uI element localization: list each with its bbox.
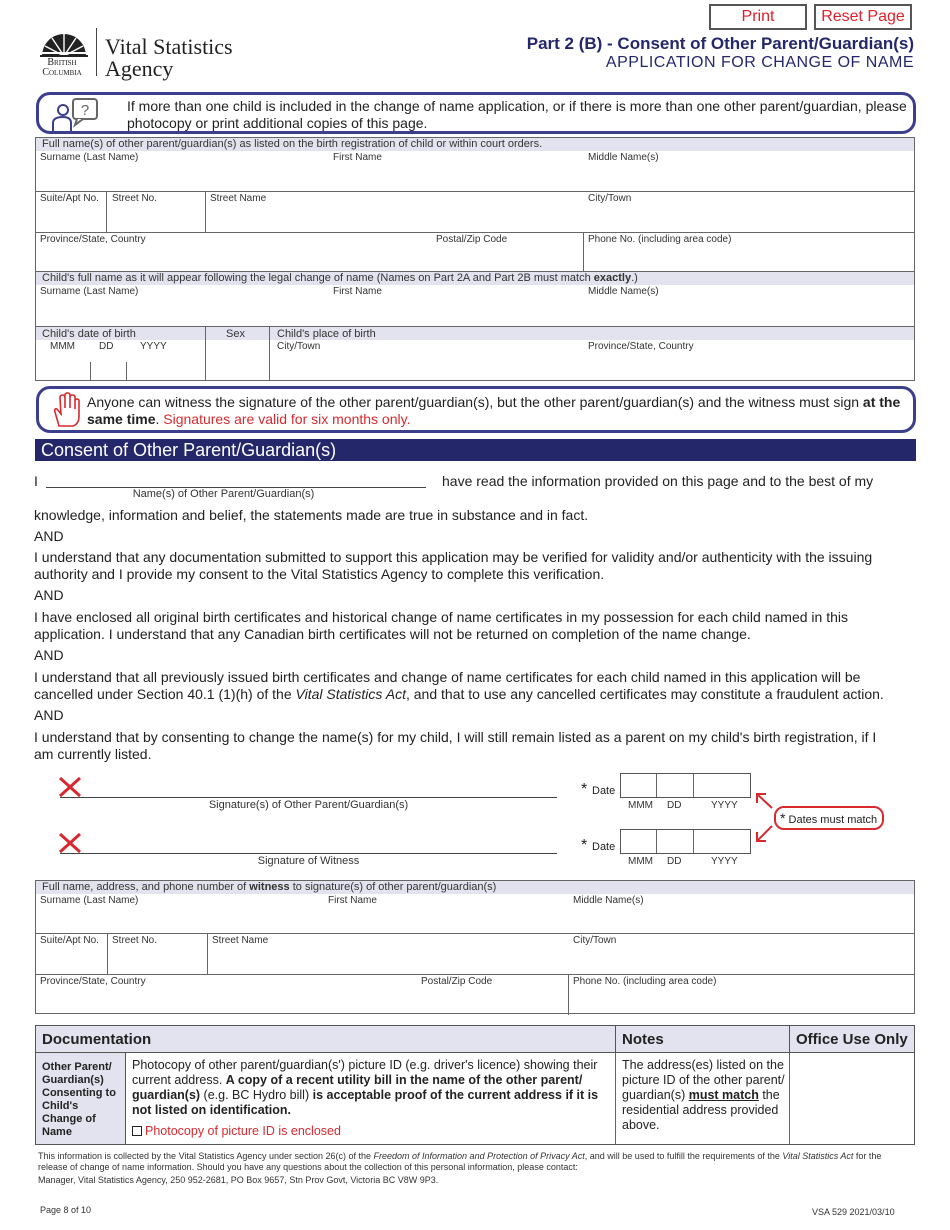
date2-star: *	[581, 837, 588, 854]
witness-suite-label: Suite/Apt No.	[40, 935, 99, 946]
child-dob-dd: DD	[99, 341, 114, 352]
office-use-cell	[790, 1054, 914, 1144]
contact-info: Manager, Vital Statistics Agency, 250 952-2681, PO Box 9657, Stn Prov Govt, Victoria BC V8W 9P3.	[38, 1175, 439, 1185]
witness-first-name-label: First Name	[328, 895, 377, 906]
page-number: Page 8 of 10	[40, 1205, 92, 1215]
witness-surname-label: Surname (Last Name)	[40, 895, 139, 906]
child-middle-name-label: Middle Name(s)	[588, 286, 659, 297]
notes-header: Notes	[615, 1026, 789, 1053]
child-city-label: City/Town	[277, 341, 321, 352]
child-dob-field[interactable]	[36, 354, 205, 380]
bc-logo	[38, 28, 90, 58]
documentation-header: Documentation	[36, 1026, 615, 1053]
child-sex-field[interactable]	[206, 342, 268, 380]
doc-row-label: Other Parent/ Guardian(s) Consenting to Child's Change of Name	[36, 1053, 126, 1144]
reset-page-button[interactable]: Reset Page	[814, 4, 912, 30]
sun-logo-icon	[38, 28, 90, 58]
picture-id-checkbox-row[interactable]: Photocopy of picture ID is enclosed	[132, 1124, 341, 1138]
witness-province-phone-fields[interactable]	[36, 989, 914, 1014]
consent-heading: Consent of Other Parent/Guardian(s)	[35, 439, 916, 461]
parent-section-band: Full name(s) of other parent/guardian(s) as listed on the birth registration of child or within court orders.	[36, 138, 914, 151]
date1-dd: DD	[667, 800, 682, 811]
doc-description: Photocopy of other parent/guardian(s') picture ID (e.g. driver's licence) showing their current address. A copy of a recent utility bill in the name of the other parent/ guardian(s) (e.g. BC Hydro bill) is acceptable proof of the current address if it is not listed on identification.	[132, 1058, 599, 1117]
parent-name-fields[interactable]	[36, 164, 914, 190]
date1-label: Date	[592, 785, 616, 797]
page-subtitle: APPLICATION FOR CHANGE OF NAME	[605, 54, 914, 71]
logo-province: British Columbia	[42, 57, 82, 78]
date2-yyyy: YYYY	[711, 856, 738, 867]
parent-signature-caption: Signature(s) of Other Parent/Guardian(s)	[208, 799, 409, 811]
witness-middle-name-label: Middle Name(s)	[573, 895, 644, 906]
witness-street-name-label: Street Name	[212, 935, 269, 946]
consent-p4: I understand that by consenting to change the name(s) for my child, I will still remain listed as a parent on my child's birth registration, if I am currently listed.	[34, 729, 877, 762]
date1-yyyy: YYYY	[711, 800, 738, 811]
witness-note-box	[36, 386, 916, 433]
parent-address-fields[interactable]	[36, 206, 914, 231]
child-dob-yyyy: YYYY	[140, 341, 167, 352]
documentation-table	[35, 1025, 915, 1145]
privacy-notice: This information is collected by the Vital Statistics Agency under section 26(c) of the Freedom of Information and Protection of Privacy Act, and will be used to fulfill the requirements of the Vital Statistics Act for the release of change of name information. Should you have any questions about the collection of this personal information, please contact:	[38, 1151, 882, 1172]
notes-text: The address(es) listed on the picture ID of the other parent/ guardian(s) must match the residential address provided above.	[622, 1058, 785, 1132]
child-name-birth-grid	[35, 272, 915, 381]
witness-postal-label: Postal/Zip Code	[421, 976, 493, 987]
parent-date-field[interactable]	[620, 773, 751, 798]
dates-must-match-note: * Dates must match	[774, 806, 884, 830]
parent-city-label: City/Town	[588, 193, 632, 204]
consent-line2: knowledge, information and belief, the statements made are true in substance and in fact.	[34, 507, 589, 523]
info-note-box	[36, 92, 916, 134]
form-id: VSA 529 2021/03/10	[812, 1207, 895, 1217]
witness-signature-line[interactable]	[60, 853, 557, 854]
child-surname-label: Surname (Last Name)	[40, 286, 139, 297]
dates-arrows-icon	[754, 792, 776, 844]
witness-province-label: Province/State, Country	[40, 976, 146, 987]
witness-date-field[interactable]	[620, 829, 751, 854]
consent-i: I	[34, 473, 38, 489]
and-3: AND	[34, 647, 64, 663]
date1-mmm: MMM	[628, 800, 653, 811]
witness-signature-caption: Signature of Witness	[257, 855, 360, 867]
consent-p1: I understand that any documentation submitted to support this application may be verified for validity and/or authenticity with the issuing authority and I provide my consent to the Vital Statistics Agency to complete this verification.	[34, 549, 873, 582]
parent-signature-line[interactable]	[60, 797, 557, 798]
witness-city-label: City/Town	[573, 935, 617, 946]
date2-label: Date	[592, 841, 616, 853]
consent-line1-end: have read the information provided on this page and to the best of my	[442, 473, 874, 489]
svg-text:?: ?	[80, 102, 90, 119]
witness-section-band: Full name, address, and phone number of witness to signature(s) of other parent/guardian(s)	[36, 881, 914, 894]
hand-stop-icon	[51, 392, 83, 428]
child-province-label: Province/State, Country	[588, 341, 694, 352]
office-use-header: Office Use Only	[789, 1026, 914, 1053]
witness-name-fields[interactable]	[36, 907, 914, 932]
page-title: Part 2 (B) - Consent of Other Parent/Guardian(s)	[526, 34, 914, 53]
child-place-label: Child's place of birth	[277, 328, 376, 340]
child-place-field[interactable]	[270, 354, 915, 380]
child-name-fields[interactable]	[36, 298, 914, 326]
parent-name-address-grid	[35, 137, 915, 272]
agency-logo-text: Vital Statistics Agency	[105, 34, 233, 81]
and-4: AND	[34, 707, 64, 723]
parent-street-no-label: Street No.	[112, 193, 158, 204]
parent-street-name-label: Street Name	[210, 193, 267, 204]
parent-suite-label: Suite/Apt No.	[40, 193, 99, 204]
parent-phone-label: Phone No. (including area code)	[588, 234, 732, 245]
parent-signature-x-icon	[58, 776, 82, 798]
logo-divider	[96, 28, 97, 76]
witness-details-grid	[35, 880, 915, 1014]
child-sex-label: Sex	[226, 328, 245, 340]
child-dob-label: Child's date of birth	[42, 328, 136, 340]
picture-id-checkbox[interactable]	[132, 1126, 142, 1136]
witness-note-text: Anyone can witness the signature of the other parent/guardian(s), but the other parent/guardian(s) and the witness must sign at the same time. Signatures are valid for six months only.	[87, 394, 901, 427]
parent-middle-name-label: Middle Name(s)	[588, 152, 659, 163]
child-dob-mmm: MMM	[50, 341, 75, 352]
parent-surname-label: Surname (Last Name)	[40, 152, 139, 163]
witness-signature-x-icon	[58, 832, 82, 854]
parent-name-caption: Name(s) of Other Parent/Guardian(s)	[132, 488, 315, 500]
witness-street-no-label: Street No.	[112, 935, 158, 946]
witness-phone-label: Phone No. (including area code)	[573, 976, 717, 987]
consent-p2: I have enclosed all original birth certificates and historical change of name certificates in my possession for each child named in this application. I understand that any Canadian birth certificates will not be returned on completion of the name change.	[34, 609, 848, 642]
parent-first-name-label: First Name	[333, 152, 382, 163]
parent-province-label: Province/State, Country	[40, 234, 146, 245]
parent-postal-label: Postal/Zip Code	[436, 234, 508, 245]
date2-dd: DD	[667, 856, 682, 867]
consent-p3: I understand that all previously issued birth certificates and change of name certificates for each child named in this application will be cancelled under Section 40.1 (1)(h) of the Vital Statistics Act, and that to use any cancelled certificates may constitute a fraudulent action.	[34, 669, 884, 702]
parent-province-phone-fields[interactable]	[36, 246, 914, 272]
and-2: AND	[34, 587, 64, 603]
child-section-band: Child's full name as it will appear following the legal change of name (Names on Part 2A and Part 2B must match exactly.)	[36, 272, 914, 285]
print-button[interactable]: Print	[709, 4, 807, 30]
child-first-name-label: First Name	[333, 286, 382, 297]
witness-address-fields[interactable]	[36, 948, 914, 973]
date2-mmm: MMM	[628, 856, 653, 867]
and-1: AND	[34, 528, 64, 544]
person-question-icon	[51, 97, 103, 133]
date1-star: *	[581, 781, 588, 798]
info-note-text: If more than one child is included in the change of name application, or if there is more than one other parent/guardian, please photocopy or print additional copies of this page.	[127, 98, 907, 131]
